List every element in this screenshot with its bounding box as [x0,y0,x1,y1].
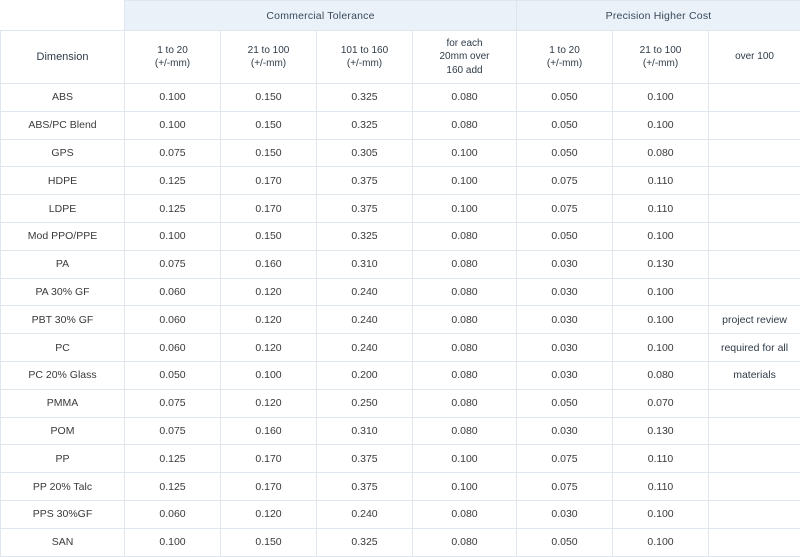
tolerance-value-cell: 0.375 [317,473,413,501]
group-header-spacer [1,1,125,31]
column-header-line: (+/-mm) [517,57,612,71]
tolerance-value-cell: 0.075 [517,445,613,473]
tolerance-value-cell [709,195,800,223]
tolerance-value-cell: 0.075 [517,167,613,195]
column-header-line: 101 to 160 [317,44,412,58]
tolerance-value-cell: 0.305 [317,139,413,167]
tolerance-value-cell: 0.110 [613,167,709,195]
column-header-line: 1 to 20 [125,44,220,58]
tolerance-value-cell: 0.050 [517,84,613,112]
tolerance-value-cell: 0.325 [317,84,413,112]
tolerance-value-cell: 0.110 [613,195,709,223]
column-header-line: 1 to 20 [517,44,612,58]
group-header-row [1,1,800,31]
tolerance-value-cell: 0.120 [221,334,317,362]
tolerance-value-cell: 0.100 [613,111,709,139]
material-name-cell: PA [1,250,125,278]
tolerance-value-cell: 0.150 [221,139,317,167]
table-row [1,473,800,501]
table-row [1,528,800,556]
material-name-cell: HDPE [1,167,125,195]
tolerance-value-cell: 0.100 [613,306,709,334]
tolerance-value-cell: 0.060 [125,500,221,528]
tolerance-value-cell [709,111,800,139]
column-header-line: (+/-mm) [125,57,220,71]
table-row [1,445,800,473]
material-name-cell: SAN [1,528,125,556]
table-row [1,195,800,223]
column-header-line: (+/-mm) [613,57,708,71]
tolerance-value-cell: 0.080 [613,139,709,167]
tolerance-value-cell [709,445,800,473]
tolerance-value-cell: 0.100 [125,528,221,556]
tolerance-value-cell: 0.070 [613,389,709,417]
material-name-cell: PMMA [1,389,125,417]
tolerance-value-cell: 0.100 [613,334,709,362]
tolerance-value-cell: 0.080 [613,361,709,389]
tolerance-value-cell: 0.130 [613,250,709,278]
tolerance-value-cell [709,222,800,250]
tolerance-value-cell: 0.060 [125,334,221,362]
tolerance-value-cell: 0.240 [317,306,413,334]
table-row [1,111,800,139]
material-name-cell: PC 20% Glass [1,361,125,389]
material-name-cell: PA 30% GF [1,278,125,306]
tolerance-value-cell: 0.100 [413,445,517,473]
tolerance-value-cell: 0.080 [413,389,517,417]
material-name-cell: POM [1,417,125,445]
table-row [1,278,800,306]
table-row [1,84,800,112]
tolerance-value-cell: 0.120 [221,500,317,528]
tolerance-value-cell [709,500,800,528]
tolerance-value-cell: 0.080 [413,84,517,112]
tolerance-value-cell: 0.325 [317,528,413,556]
group-header-cell: Commercial Tolerance [125,1,517,31]
tolerance-value-cell: 0.120 [221,306,317,334]
tolerance-value-cell [709,250,800,278]
tolerance-value-cell [709,389,800,417]
tolerance-value-cell [709,473,800,501]
material-name-cell: ABS/PC Blend [1,111,125,139]
tolerance-value-cell: 0.060 [125,306,221,334]
column-header-dimension [1,31,125,84]
tolerance-value-cell: 0.100 [413,139,517,167]
tolerance-value-cell: 0.100 [613,528,709,556]
tolerance-value-cell [709,278,800,306]
tolerance-value-cell: 0.030 [517,417,613,445]
tolerance-value-cell: 0.050 [125,361,221,389]
tolerance-value-cell: 0.110 [613,473,709,501]
tolerance-value-cell: 0.170 [221,473,317,501]
column-header-cell [517,31,613,84]
tolerance-value-cell: 0.080 [413,222,517,250]
tolerance-value-cell [709,417,800,445]
tolerance-value-cell: 0.240 [317,500,413,528]
table-row [1,222,800,250]
table-row [1,389,800,417]
tolerance-value-cell [709,139,800,167]
tolerance-value-cell: 0.125 [125,195,221,223]
material-name-cell: Mod PPO/PPE [1,222,125,250]
tolerance-value-cell: 0.100 [221,361,317,389]
table-row [1,361,800,389]
tolerance-value-cell: 0.060 [125,278,221,306]
tolerance-value-cell: 0.050 [517,389,613,417]
tolerance-value-cell: 0.310 [317,417,413,445]
tolerance-value-cell: 0.100 [125,111,221,139]
tolerance-value-cell: 0.375 [317,167,413,195]
table-row [1,139,800,167]
tolerance-value-cell: 0.080 [413,528,517,556]
tolerance-value-cell: 0.080 [413,417,517,445]
table-body [1,84,800,557]
tolerance-value-cell: 0.030 [517,278,613,306]
note-cell: project review [709,306,800,334]
tolerance-value-cell: 0.150 [221,111,317,139]
tolerance-value-cell: 0.075 [125,417,221,445]
tolerance-value-cell: 0.075 [125,139,221,167]
tolerance-value-cell: 0.080 [413,250,517,278]
tolerance-value-cell: 0.075 [517,473,613,501]
column-header-line: (+/-mm) [317,57,412,71]
tolerance-value-cell: 0.100 [125,222,221,250]
material-name-cell: ABS [1,84,125,112]
column-header-cell [709,31,800,84]
tolerance-value-cell: 0.130 [613,417,709,445]
tolerance-value-cell: 0.080 [413,334,517,362]
tolerance-value-cell: 0.080 [413,500,517,528]
tolerance-value-cell: 0.100 [413,167,517,195]
tolerance-value-cell: 0.080 [413,278,517,306]
column-header-line: for each [413,37,516,51]
group-header-cell: Precision Higher Cost [517,1,800,31]
tolerance-value-cell: 0.075 [517,195,613,223]
material-name-cell: PP [1,445,125,473]
tolerance-value-cell: 0.050 [517,222,613,250]
tolerance-value-cell: 0.325 [317,222,413,250]
column-header-line: 20mm over [413,50,516,64]
tolerance-value-cell: 0.075 [125,250,221,278]
tolerance-value-cell: 0.310 [317,250,413,278]
table-header [1,1,800,84]
tolerance-value-cell: 0.030 [517,334,613,362]
column-header-cell [317,31,413,84]
tolerance-value-cell: 0.030 [517,361,613,389]
column-header-line: 21 to 100 [221,44,316,58]
column-header-cell [221,31,317,84]
tolerance-value-cell: 0.240 [317,278,413,306]
material-name-cell: PC [1,334,125,362]
tolerance-value-cell: 0.030 [517,306,613,334]
tolerance-value-cell: 0.100 [413,195,517,223]
tolerance-value-cell [709,84,800,112]
tolerance-value-cell: 0.050 [517,528,613,556]
tolerance-value-cell: 0.160 [221,250,317,278]
column-header-line: over 100 [709,50,800,64]
tolerance-value-cell: 0.080 [413,306,517,334]
tolerance-value-cell: 0.100 [613,278,709,306]
material-name-cell: PPS 30%GF [1,500,125,528]
tolerance-value-cell: 0.150 [221,222,317,250]
tolerance-value-cell: 0.030 [517,500,613,528]
tolerance-value-cell: 0.110 [613,445,709,473]
material-name-cell: GPS [1,139,125,167]
tolerance-value-cell: 0.240 [317,334,413,362]
tolerance-value-cell: 0.125 [125,445,221,473]
tolerance-value-cell: 0.160 [221,417,317,445]
table-row [1,500,800,528]
table-row [1,250,800,278]
table-row [1,417,800,445]
tolerance-value-cell: 0.120 [221,278,317,306]
table-row [1,306,800,334]
tolerance-value-cell: 0.100 [125,84,221,112]
table-row [1,167,800,195]
tolerance-value-cell: 0.125 [125,167,221,195]
tolerance-value-cell: 0.050 [517,111,613,139]
note-cell: required for all [709,334,800,362]
table-row [1,334,800,362]
tolerance-value-cell: 0.170 [221,167,317,195]
tolerance-value-cell: 0.150 [221,528,317,556]
tolerance-value-cell: 0.100 [613,500,709,528]
tolerance-value-cell: 0.100 [613,222,709,250]
tolerance-value-cell: 0.120 [221,389,317,417]
tolerance-value-cell: 0.075 [125,389,221,417]
column-header-row [1,31,800,84]
material-name-cell: PP 20% Talc [1,473,125,501]
tolerance-value-cell: 0.170 [221,195,317,223]
tolerance-value-cell: 0.100 [413,473,517,501]
column-header-line: 160 add [413,64,516,78]
column-header-line: 21 to 100 [613,44,708,58]
tolerance-value-cell: 0.150 [221,84,317,112]
tolerance-value-cell [709,167,800,195]
material-name-cell: LDPE [1,195,125,223]
tolerance-value-cell: 0.050 [517,139,613,167]
column-header-cell [613,31,709,84]
tolerance-value-cell: 0.125 [125,473,221,501]
tolerance-value-cell: 0.080 [413,111,517,139]
tolerance-value-cell: 0.080 [413,361,517,389]
tolerance-value-cell: 0.200 [317,361,413,389]
column-header-cell [125,31,221,84]
tolerance-value-cell: 0.030 [517,250,613,278]
note-cell: materials [709,361,800,389]
tolerance-value-cell: 0.375 [317,195,413,223]
tolerance-value-cell: 0.325 [317,111,413,139]
tolerance-value-cell: 0.170 [221,445,317,473]
tolerance-value-cell [709,528,800,556]
column-header-line: (+/-mm) [221,57,316,71]
material-name-cell: PBT 30% GF [1,306,125,334]
tolerance-value-cell: 0.100 [613,84,709,112]
column-header-line: Dimension [1,50,124,65]
tolerance-value-cell: 0.250 [317,389,413,417]
column-header-cell [413,31,517,84]
tolerance-value-cell: 0.375 [317,445,413,473]
